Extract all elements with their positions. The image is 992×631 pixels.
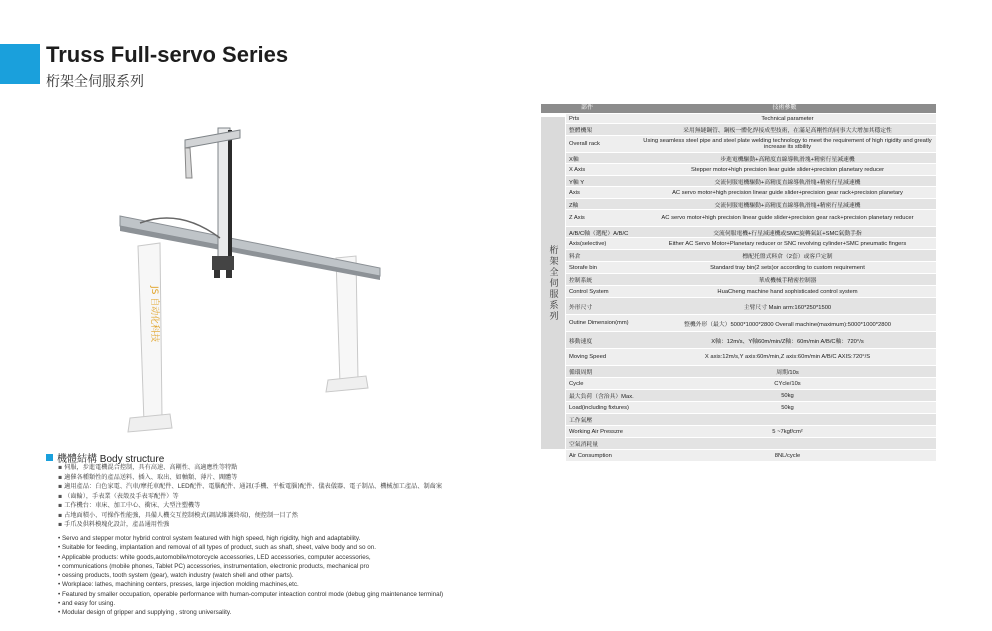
machine-label: JS 自动化科技 bbox=[149, 286, 159, 343]
header-params: 技術參數 bbox=[772, 105, 797, 111]
table-row bbox=[566, 390, 936, 401]
table-row bbox=[566, 114, 936, 123]
table-row bbox=[566, 366, 936, 377]
row-key: Air Consumption bbox=[569, 452, 612, 459]
list-item: • Suitable for feeding, implantation and removal of all types of product, such as shaft, sheet, valve body and so on. bbox=[58, 543, 478, 552]
row-value: X axis:12m/s,Y axis:60m/min,Z axis:60m/min A/B/C AXIS:720°/S bbox=[704, 354, 871, 360]
row-value: 交流伺服電機驅動+高精度直線導軌滑塊+精密行星減速機 bbox=[714, 179, 861, 186]
spec-table-header bbox=[541, 104, 936, 113]
row-value: 華成機械手精密控制器 bbox=[758, 278, 817, 284]
row-key: 循環周期 bbox=[569, 370, 593, 376]
row-value: AC servo motor+high precision linear guide slider+precision gear rack+precision planetary bbox=[672, 189, 903, 196]
row-key: 空氣消耗量 bbox=[569, 442, 598, 448]
list-item: • Modular design of gripper and supplying , strong universality. bbox=[58, 608, 478, 617]
list-item: • Featured by smaller occupation, operable performance with human-computer inteaction control mode (debug ging maintenance terminal) bbox=[58, 590, 478, 599]
row-key: Overall rack bbox=[569, 141, 600, 147]
list-item: ▪ 適用產品：白色家電、汽車/摩托車配件、LED配件、電腦配件、通訊(手機、平板電腦)配件、儀表儀器、電子制品、機械加工產品、制齒案 bbox=[58, 482, 458, 492]
row-value: AC servo motor+high precision linear guide slider+precision gear rack+precision planetary reducer bbox=[661, 215, 914, 221]
row-key: 外形尺寸 bbox=[569, 304, 593, 311]
row-key: Working Air Presszre bbox=[569, 428, 624, 435]
row-value: 8NL/cycle bbox=[774, 452, 801, 459]
table-row bbox=[566, 210, 936, 226]
row-key: Outine Dimension(mm) bbox=[569, 320, 629, 326]
table-row bbox=[566, 199, 936, 209]
table-row bbox=[566, 332, 936, 348]
table-row bbox=[566, 315, 936, 331]
row-key: 移動速度 bbox=[569, 338, 593, 345]
table-row bbox=[566, 414, 936, 425]
row-key: Moving Speed bbox=[569, 354, 607, 360]
list-item: ▪ 伺服，步進電機混合控制，具有高速、高剛性、高適應性等特點 bbox=[58, 463, 458, 473]
list-item: ▪ 占地面積小、可操作性能強，具備人機交互控制模式(調試維護終端)，便控制一目了然 bbox=[58, 511, 458, 521]
list-item: • cessing products, tooth system (gear), watch industry (watch shell and other parts). bbox=[58, 571, 478, 580]
list-item: • communications (mobile phones, Tablet PC) accessories, instrumentation, electronic products, mechanical pro bbox=[58, 562, 478, 571]
list-item: • Workplace: lathes, machining centers, presses, large injection molding machines,etc. bbox=[58, 580, 478, 589]
list-item: ▪ 適催各種類性的產品送料、插入、取出、如軸類、薄片、閥體等 bbox=[58, 473, 458, 483]
row-key: Axis(selective) bbox=[569, 240, 607, 247]
row-key: Prts bbox=[569, 115, 580, 122]
body-structure-en-list bbox=[58, 534, 478, 618]
table-row bbox=[566, 286, 936, 297]
table-row bbox=[566, 378, 936, 389]
table-row bbox=[566, 164, 936, 175]
row-value: 整機外形（最大）5000*1000*2800 Overall machine(maximum):5000*1000*2800 bbox=[684, 321, 891, 328]
row-value: 交流伺服電機驅動+高精度直線導軌滑塊+精密行星減速機 bbox=[714, 202, 861, 209]
row-key: Z Axis bbox=[569, 215, 585, 221]
list-item: ▪ 手爪及供料模塊化設計，產品通用性強 bbox=[58, 520, 458, 530]
row-key: X軸 bbox=[569, 156, 579, 163]
body-structure-zh-list bbox=[58, 463, 458, 530]
row-value: Either AC Servo Motor+Planetary reducer or SNC revolving cylinder+SMC pneumatic fingers bbox=[668, 240, 907, 247]
page-title: Truss Full-servo Series bbox=[46, 42, 289, 67]
row-value: 采用無縫鋼管、鋼板一體化焊接成型技術，在滿足高剛性的同事大大增加其穩定性 bbox=[683, 128, 892, 134]
row-value: Stepper motor+high precision liear guide slider+precision planetary reducer bbox=[690, 166, 884, 173]
row-key: Control System bbox=[569, 288, 609, 295]
row-key: Load(including fixtures) bbox=[569, 404, 629, 411]
table-row bbox=[566, 298, 936, 314]
row-value: 步進電機驅動+高精度直線導軌滑塊+精密行星減速機 bbox=[720, 156, 855, 163]
list-item: • Applicable products: white goods,automobile/motorcycle accessories, LED accessories, computer accessories, bbox=[58, 553, 478, 562]
list-item: ▪ 工作機台：車床、加工中心、衝床、大型注塑機等 bbox=[58, 501, 458, 511]
row-value: 5 ~7kgf/cm² bbox=[772, 428, 803, 435]
row-key: A/B/C軸（選配）A/B/C bbox=[569, 230, 629, 237]
truss-machine-image bbox=[100, 118, 400, 438]
side-label-text: 桁架全伺服系列 bbox=[547, 244, 558, 322]
row-key: Axis bbox=[569, 189, 580, 196]
row-key: 料倉 bbox=[569, 254, 581, 260]
row-key: X Axis bbox=[569, 166, 586, 173]
body-structure-title: 機體結構 Body structure bbox=[57, 454, 165, 465]
row-value bbox=[639, 438, 936, 449]
accent-bar bbox=[0, 44, 40, 84]
row-value: Standard tray bin(2 sets)or according to custom requirement bbox=[710, 264, 865, 271]
row-key: 整體機架 bbox=[569, 128, 593, 134]
row-value: Using seamless steel pipe and steel plate welding technology to meet the requirement of high rigidity and greatly increase its stbility bbox=[643, 138, 932, 150]
row-value bbox=[639, 414, 936, 425]
table-row bbox=[566, 153, 936, 163]
row-key: Z軸 bbox=[569, 202, 579, 209]
table-row bbox=[566, 227, 936, 237]
table-row bbox=[566, 187, 936, 198]
row-value: 主臂尺寸 Main arm:160*250*1500 bbox=[743, 304, 832, 311]
row-value: 周期/10s bbox=[776, 370, 799, 376]
table-row bbox=[566, 426, 936, 437]
row-value: Technical parameter bbox=[761, 115, 814, 122]
table-row bbox=[566, 438, 936, 449]
row-value: X軸：12m/s、Y軸60m/min/Z軸：60m/min A/B/C軸：720°/s bbox=[711, 338, 864, 345]
row-value: 50kg bbox=[781, 392, 794, 399]
table-row bbox=[566, 176, 936, 186]
list-item: ▪ （齒輪），手表業（表殼及手表零配件）等 bbox=[58, 492, 458, 502]
row-key: Storafe bin bbox=[569, 264, 598, 271]
row-key: 工作氣壓 bbox=[569, 418, 593, 424]
table-row bbox=[566, 402, 936, 413]
table-row bbox=[566, 450, 936, 461]
header-parts: 部件 bbox=[580, 105, 593, 111]
spec-table-body bbox=[566, 114, 936, 462]
spec-side-label bbox=[541, 117, 565, 449]
heading-marker bbox=[46, 454, 53, 461]
table-row bbox=[566, 238, 936, 249]
row-key: Y軸 Y bbox=[569, 179, 585, 186]
table-row bbox=[566, 274, 936, 285]
row-key: 最大負荷（含治具）Max. bbox=[569, 394, 634, 400]
gripper bbox=[212, 256, 234, 270]
row-value: 交流伺服電機+行星減速機或SMC旋轉氣缸+SMC氣動手指 bbox=[713, 230, 862, 237]
table-row bbox=[566, 250, 936, 261]
page-subtitle: 桁架全伺服系列 bbox=[46, 74, 144, 90]
table-row bbox=[566, 262, 936, 273]
row-value: 標配托盤式料倉（2套）或客戶定制 bbox=[742, 254, 833, 260]
row-key: Cycle bbox=[569, 380, 584, 387]
row-key: 控制系統 bbox=[569, 278, 593, 284]
table-row bbox=[566, 136, 936, 152]
row-value: 50kg bbox=[781, 404, 794, 411]
list-item: • Servo and stepper motor hybrid control system featured with high speed, high rigidity, high and adaptability. bbox=[58, 534, 478, 543]
table-row bbox=[566, 349, 936, 365]
row-value: CYcle/10s bbox=[774, 380, 801, 387]
list-item: • and easy for using. bbox=[58, 599, 478, 608]
table-row bbox=[566, 124, 936, 135]
row-value: HuaCheng machine hand sophisticated control system bbox=[717, 288, 858, 295]
